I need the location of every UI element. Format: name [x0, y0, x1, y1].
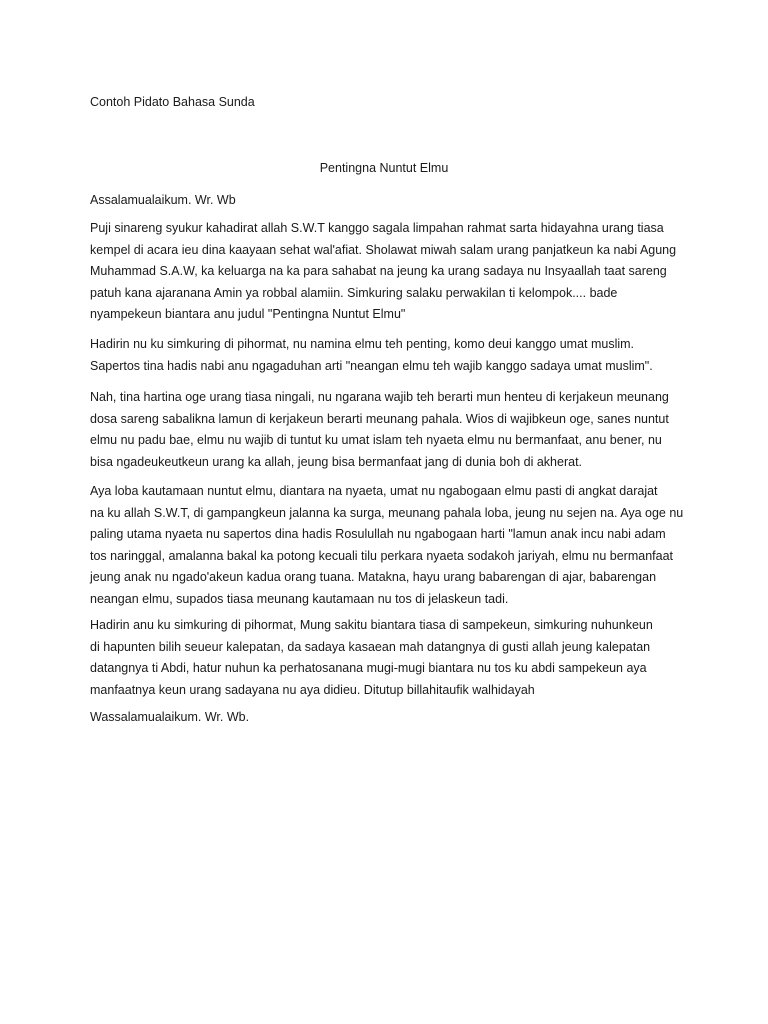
paragraph-introduction — [90, 218, 690, 326]
text-line: Aya loba kautamaan nuntut elmu, diantara na nyaeta, umat nu ngabogaan elmu pasti di angkat darajat — [90, 484, 658, 498]
text-line: tos naringgal, amalanna bakal ka potong kecuali tilu perkara nyaeta sodakoh jariyah, elmu nu bermanfaat — [90, 548, 674, 563]
text-line: patuh kana ajaranana Amin ya robbal alamiin. Simkuring salaku perwakilan ti kelompok.... bade — [90, 285, 618, 300]
text-line: na ku allah S.W.T, di gampangkeun jalanna ka surga, meunang pahala loba, jeung nu sejen na. Aya oge nu — [90, 505, 684, 520]
text-line: elmu nu padu bae, elmu nu wajib di tuntut ku umat islam teh nyaeta elmu nu bermanfaat, anu bener, nu — [90, 433, 662, 447]
text-line: manfaatnya keun urang sadayana nu aya didieu. Ditutup billahitaufik walhidayah — [90, 682, 535, 697]
text-line: di hapunten bilih seueur kalepatan, da sadaya kasaean mah datangnya di gusti allah jeung kalepatan — [90, 639, 651, 654]
document-title: Contoh Pidato Bahasa Sunda — [90, 95, 255, 109]
text-line: neangan elmu, supados tiasa meunang kautamaan nu tos di jelaskeun tadi. — [90, 591, 509, 606]
opening-greeting — [90, 190, 690, 212]
paragraph-virtues — [90, 481, 690, 610]
text-line: datangnya ti Abdi, hatur nuhun ka perhatosanana mugi-mugi biantara nu tos ku abdi sampekeun aya — [90, 661, 647, 675]
text-line: Puji sinareng syukur kahadirat allah S.W.T kanggo sagala limpahan rahmat sarta hidayahna urang tiasa — [90, 221, 664, 235]
paragraph-closing — [90, 615, 690, 701]
text-line: Nah, tina hartina oge urang tiasa ningali, nu ngarana wajib teh berarti mun henteu di kerjakeun meunang — [90, 390, 669, 404]
closing-greeting — [90, 707, 690, 729]
text-line: dosa sareng sabalikna lamun di kerjakeun berarti meunang pahala. Wios di wajibkeun oge, sanes nuntut — [90, 411, 669, 426]
text-line: Hadirin nu ku simkuring di pihormat, nu namina elmu teh penting, komo deui kanggo umat muslim. — [90, 337, 635, 351]
text-line: kempel di acara ieu dina kaayaan sehat wal'afiat. Sholawat miwah salam urang panjatkeun ka nabi Agung — [90, 242, 677, 257]
text-line: Sapertos tina hadis nabi anu ngagaduhan arti "neangan elmu teh wajib kanggo sadaya umat muslim". — [90, 358, 653, 373]
text-line: Hadirin anu ku simkuring di pihormat, Mung sakitu biantara tiasa di sampekeun, simkuring nuhunkeun — [90, 618, 653, 632]
paragraph-importance — [90, 334, 690, 377]
paragraph-obligation — [90, 387, 690, 473]
text-line: jeung anak nu ngado'akeun kadua orang tuana. Matakna, hayu urang babarengan di ajar, babarengan — [90, 570, 657, 584]
speech-title: Pentingna Nuntut Elmu — [319, 161, 449, 175]
text-line: Muhammad S.A.W, ka keluarga na ka para sahabat na jeung ka urang sadaya nu Insyaallah taat sareng — [90, 264, 667, 278]
text-line: Wassalamualaikum. Wr. Wb. — [90, 710, 250, 724]
text-line: bisa ngadeukeutkeun urang ka allah, jeung bisa bermanfaat jang di dunia boh di akherat. — [90, 454, 583, 469]
text-line: nyampekeun biantara anu judul "Pentingna Nuntut Elmu" — [90, 307, 406, 321]
text-line: paling utama nyaeta nu sapertos dina hadis Rosulullah nu ngabogaan harti "lamun anak incu nabi adam — [90, 527, 666, 541]
text-line: Assalamualaikum. Wr. Wb — [90, 193, 236, 207]
